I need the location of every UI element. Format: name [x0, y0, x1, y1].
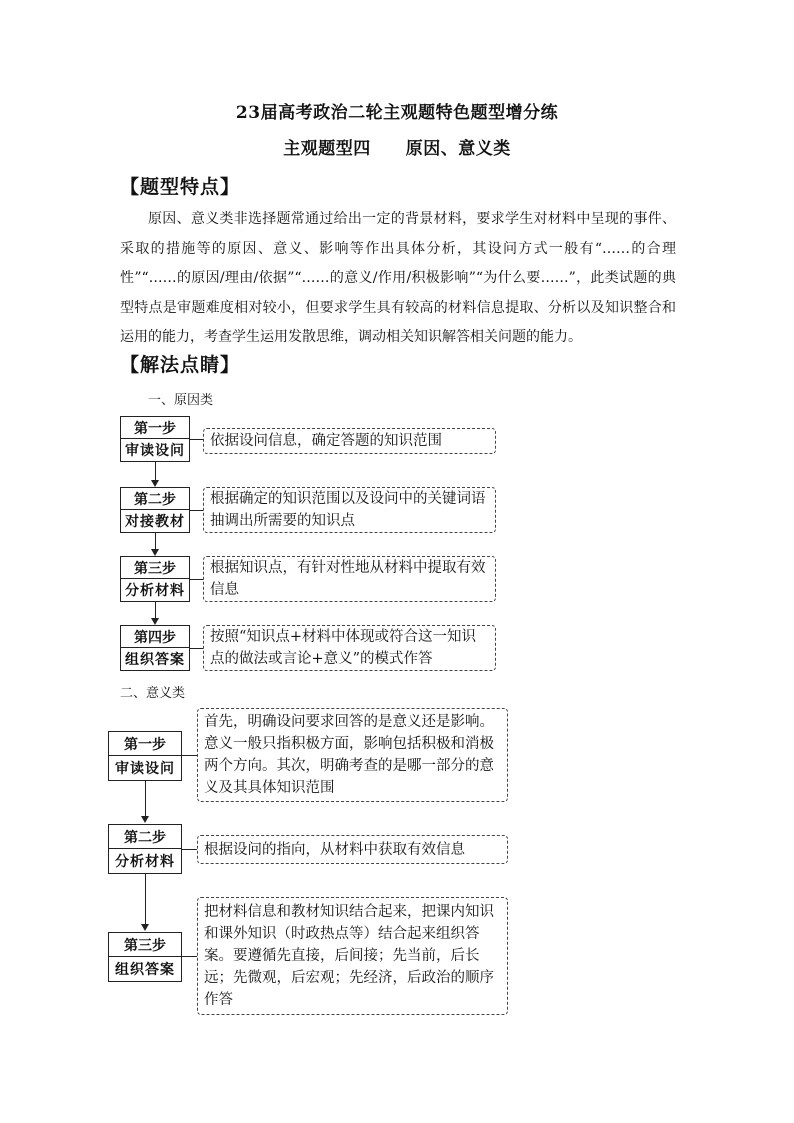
cause-step-4-desc: 按照“知识点+材料中体现或符合这一知识点的做法或言论+意义”的模式作答 — [203, 625, 496, 671]
meaning-step-3-num: 第三步 — [109, 933, 181, 957]
section-heading-features: 【题型特点】 — [120, 176, 241, 198]
cause-step-4-num: 第四步 — [121, 626, 189, 648]
cause-step-2-box — [120, 487, 190, 533]
cause-type-label: 一、原因类 — [148, 393, 214, 408]
cause-step-2-desc: 根据确定的知识范围以及设问中的关键词语抽调出所需要的知识点 — [203, 487, 496, 533]
meaning-step-2-num: 第二步 — [109, 825, 181, 849]
meaning-step-3-box — [108, 932, 182, 982]
document-subtitle: 主观题型四 原因、意义类 — [283, 139, 511, 159]
cause-step-3-name: 分析材料 — [125, 583, 185, 599]
meaning-step-1-name: 审读设问 — [115, 761, 175, 777]
cause-step-3-num: 第三步 — [121, 557, 189, 579]
meaning-type-label: 二、意义类 — [120, 686, 186, 701]
meaning-step-3-name: 组织答案 — [115, 962, 175, 978]
document-title: 23届高考政治二轮主观题特色题型增分练 — [235, 103, 559, 123]
meaning-step-1-num: 第一步 — [109, 732, 181, 756]
cause-step-4-name: 组织答案 — [125, 652, 185, 668]
meaning-step-2-box — [108, 824, 182, 874]
features-paragraph: 原因、意义类非选择题常通过给出一定的背景材料，要求学生对材料中呈现的事件、采取的措施等的原因、意义、影响等作出具体分析，其设问方式一般有“……的合理性”“……的原因/理由/依据”“……的意义/作用/积极影响”“为什么要……”，此类试题的典型特点是审题难度相对较小，但要求学生具有较高的材料信息提取、分析以及知识整合和运用的能力，考查学生运用发散思维，调动相关知识解答相关问题的能力。 — [120, 211, 676, 345]
cause-step-1-num: 第一步 — [121, 417, 189, 439]
cause-step-1-desc: 依据设问信息，确定答题的知识范围 — [203, 428, 496, 454]
cause-step-2-name: 对接教材 — [125, 514, 185, 530]
meaning-step-1-box — [108, 731, 182, 781]
section-heading-methods: 【解法点睛】 — [120, 354, 241, 376]
cause-step-3-desc: 根据知识点，有针对性地从材料中提取有效信息 — [203, 556, 496, 602]
meaning-step-1-desc: 首先，明确设问要求回答的是意义还是影响。意义一般只指积极方面，影响包括积极和消极两个方向。其次，明确考查的是哪一部分的意义及其具体知识范围 — [197, 708, 508, 802]
meaning-step-2-desc: 根据设问的指向，从材料中获取有效信息 — [197, 835, 508, 864]
cause-step-1-box — [120, 416, 190, 462]
cause-step-1-name: 审读设问 — [125, 443, 185, 459]
cause-step-3-box — [120, 556, 190, 602]
meaning-step-2-name: 分析材料 — [115, 854, 175, 870]
cause-step-2-num: 第二步 — [121, 488, 189, 510]
cause-step-4-box — [120, 625, 190, 671]
meaning-step-3-desc: 把材料信息和教材知识结合起来，把课内知识和课外知识（时政热点等）结合起来组织答案。要遵循先直接，后间接；先当前，后长远；先微观，后宏观；先经济，后政治的顺序作答 — [197, 897, 508, 1015]
